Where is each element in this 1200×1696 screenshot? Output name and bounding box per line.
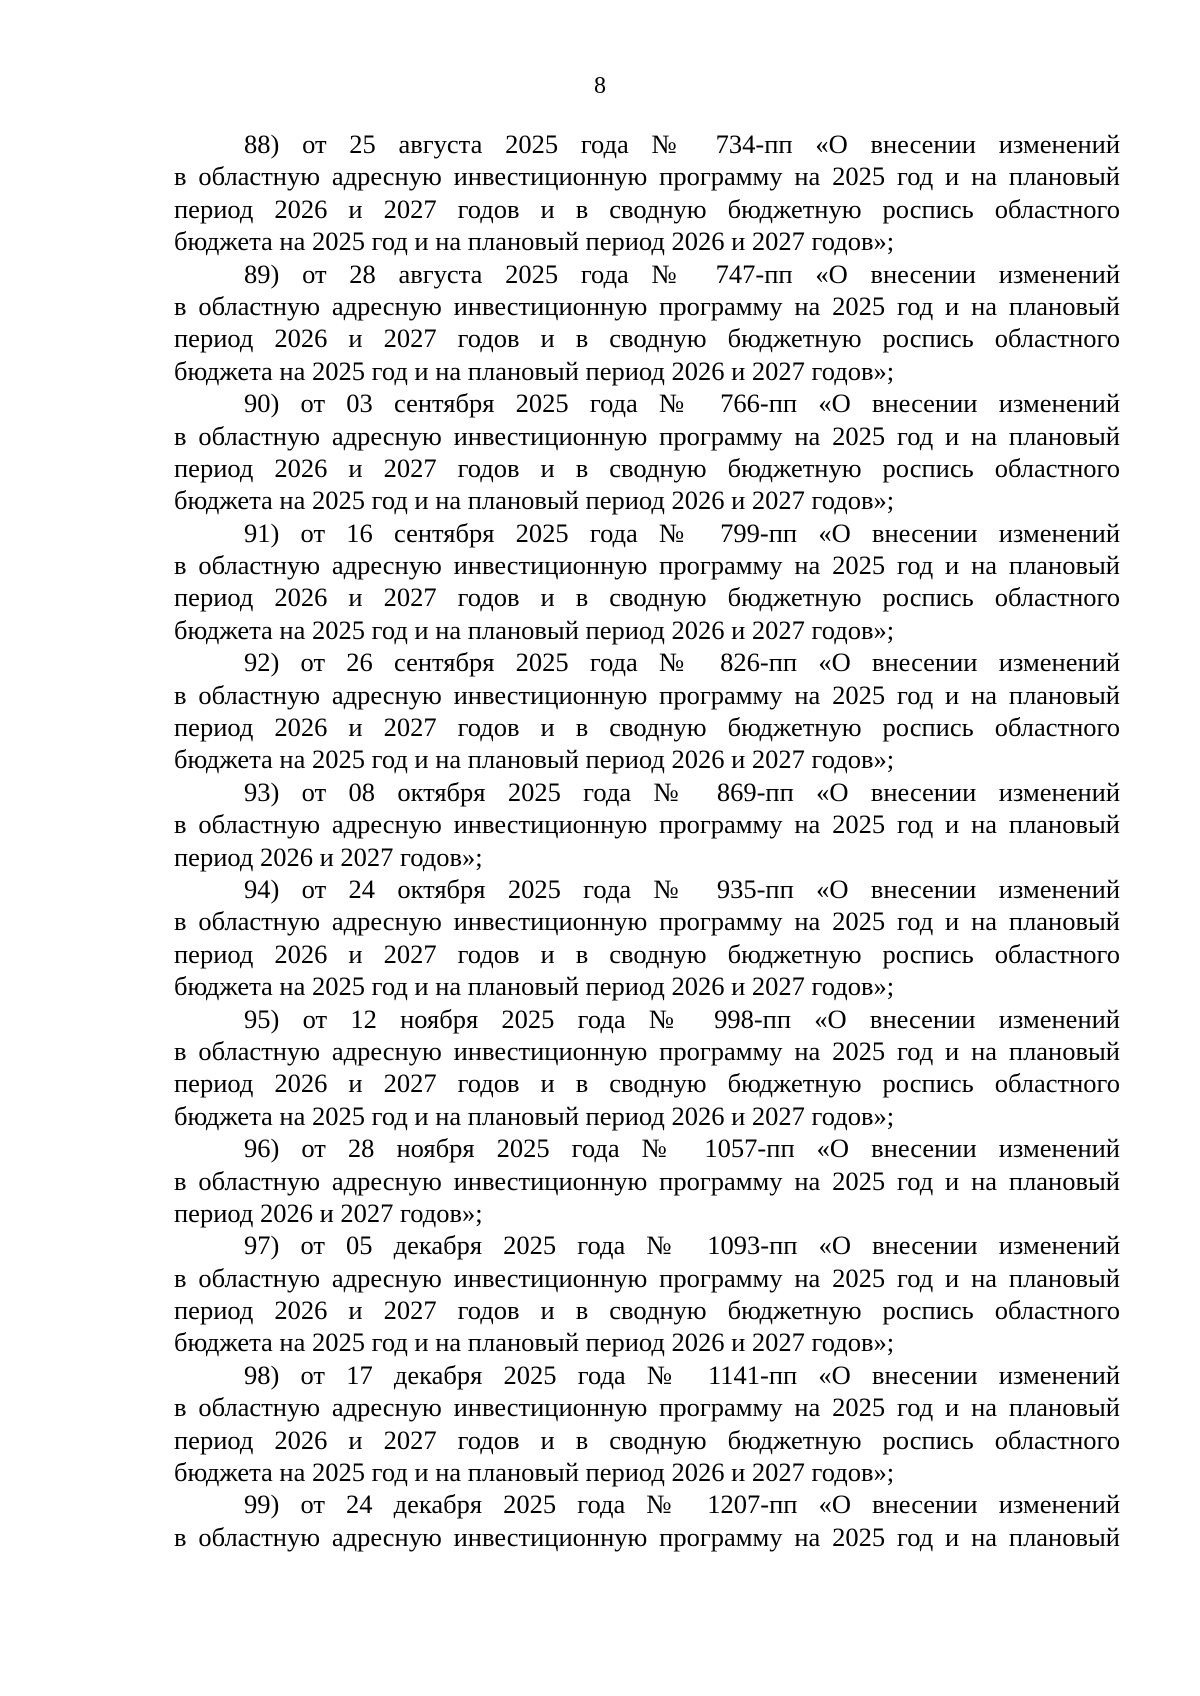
paragraph-line: в областную адресную инвестиционную программу на 2025 год и на плановый bbox=[174, 550, 1120, 581]
paragraph-line: в областную адресную инвестиционную программу на 2025 год и на плановый bbox=[174, 161, 1120, 192]
paragraph-line: период 2026 и 2027 годов и в сводную бюджетную роспись областного bbox=[174, 1424, 1120, 1455]
paragraph-line: бюджета на 2025 год и на плановый период 2026 и 2027 годов»; bbox=[174, 614, 895, 645]
paragraph-line: период 2026 и 2027 годов»; bbox=[174, 1197, 483, 1228]
paragraph-line: 93) от 08 октября 2025 года № 869-пп «О внесении изменений bbox=[244, 776, 1120, 807]
paragraph-line: бюджета на 2025 год и на плановый период 2026 и 2027 годов»; bbox=[174, 485, 895, 516]
paragraph-line: 94) от 24 октября 2025 года № 935-пп «О внесении изменений bbox=[244, 873, 1120, 904]
paragraph-line: в областную адресную инвестиционную программу на 2025 год и на плановый bbox=[174, 1521, 1120, 1552]
list-item bbox=[174, 1488, 1120, 1553]
paragraph-line: в областную адресную инвестиционную программу на 2025 год и на плановый bbox=[174, 1165, 1120, 1196]
paragraph-line: в областную адресную инвестиционную программу на 2025 год и на плановый bbox=[174, 1262, 1120, 1293]
paragraph-line: период 2026 и 2027 годов и в сводную бюджетную роспись областного bbox=[174, 712, 1120, 743]
list-item bbox=[174, 517, 1120, 647]
list-item bbox=[174, 1003, 1120, 1133]
list-item bbox=[174, 258, 1120, 388]
paragraph-line: период 2026 и 2027 годов»; bbox=[174, 841, 483, 872]
page-number: 8 bbox=[594, 73, 606, 99]
paragraph-line: в областную адресную инвестиционную программу на 2025 год и на плановый bbox=[174, 906, 1120, 937]
paragraph-line: в областную адресную инвестиционную программу на 2025 год и на плановый bbox=[174, 809, 1120, 840]
paragraph-line: 91) от 16 сентября 2025 года № 799-пп «О внесении изменений bbox=[244, 517, 1120, 548]
list-item bbox=[174, 646, 1120, 776]
list-item bbox=[174, 128, 1120, 258]
paragraph-line: бюджета на 2025 год и на плановый период 2026 и 2027 годов»; bbox=[174, 355, 895, 386]
paragraph-line: 98) от 17 декабря 2025 года № 1141-пп «О внесении изменений bbox=[244, 1359, 1120, 1390]
paragraph-line: в областную адресную инвестиционную программу на 2025 год и на плановый bbox=[174, 1035, 1120, 1066]
paragraph-line: 97) от 05 декабря 2025 года № 1093-пп «О внесении изменений bbox=[244, 1230, 1120, 1261]
paragraph-line: бюджета на 2025 год и на плановый период 2026 и 2027 годов»; bbox=[174, 1457, 895, 1488]
paragraph-line: 95) от 12 ноября 2025 года № 998-пп «О внесении изменений bbox=[244, 1003, 1120, 1034]
paragraph-line: период 2026 и 2027 годов и в сводную бюджетную роспись областного bbox=[174, 1295, 1120, 1326]
paragraph-line: 90) от 03 сентября 2025 года № 766-пп «О внесении изменений bbox=[244, 388, 1120, 419]
paragraph-line: в областную адресную инвестиционную программу на 2025 год и на плановый bbox=[174, 420, 1120, 451]
paragraph-line: период 2026 и 2027 годов и в сводную бюджетную роспись областного bbox=[174, 582, 1120, 613]
paragraph-line: 92) от 26 сентября 2025 года № 826-пп «О внесении изменений bbox=[244, 647, 1120, 678]
paragraph-line: 89) от 28 августа 2025 года № 747-пп «О внесении изменений bbox=[244, 258, 1120, 289]
list-item bbox=[174, 873, 1120, 1003]
list-item bbox=[174, 776, 1120, 873]
paragraph-line: 96) от 28 ноября 2025 года № 1057-пп «О внесении изменений bbox=[244, 1133, 1120, 1164]
list-item bbox=[174, 1359, 1120, 1489]
paragraph-line: бюджета на 2025 год и на плановый период 2026 и 2027 годов»; bbox=[174, 1327, 895, 1358]
paragraph-line: в областную адресную инвестиционную программу на 2025 год и на плановый bbox=[174, 290, 1120, 321]
paragraph-line: период 2026 и 2027 годов и в сводную бюджетную роспись областного bbox=[174, 193, 1120, 224]
paragraph-line: бюджета на 2025 год и на плановый период 2026 и 2027 годов»; bbox=[174, 1100, 895, 1131]
paragraph-line: период 2026 и 2027 годов и в сводную бюджетную роспись областного bbox=[174, 323, 1120, 354]
list-item bbox=[174, 1229, 1120, 1359]
paragraph-line: 88) от 25 августа 2025 года № 734-пп «О внесении изменений bbox=[244, 129, 1120, 159]
list-item bbox=[174, 387, 1120, 517]
paragraph-line: бюджета на 2025 год и на плановый период 2026 и 2027 годов»; bbox=[174, 226, 895, 257]
document-body bbox=[174, 128, 1120, 1553]
paragraph-line: 99) от 24 декабря 2025 года № 1207-пп «О внесении изменений bbox=[244, 1489, 1120, 1520]
paragraph-line: период 2026 и 2027 годов и в сводную бюджетную роспись областного bbox=[174, 452, 1120, 483]
paragraph-line: бюджета на 2025 год и на плановый период 2026 и 2027 годов»; bbox=[174, 971, 895, 1002]
paragraph-line: в областную адресную инвестиционную программу на 2025 год и на плановый bbox=[174, 679, 1120, 710]
paragraph-line: бюджета на 2025 год и на плановый период 2026 и 2027 годов»; bbox=[174, 744, 895, 775]
paragraph-line: период 2026 и 2027 годов и в сводную бюджетную роспись областного bbox=[174, 1068, 1120, 1099]
paragraph-line: период 2026 и 2027 годов и в сводную бюджетную роспись областного bbox=[174, 938, 1120, 969]
list-item bbox=[174, 1132, 1120, 1229]
paragraph-line: в областную адресную инвестиционную программу на 2025 год и на плановый bbox=[174, 1392, 1120, 1423]
